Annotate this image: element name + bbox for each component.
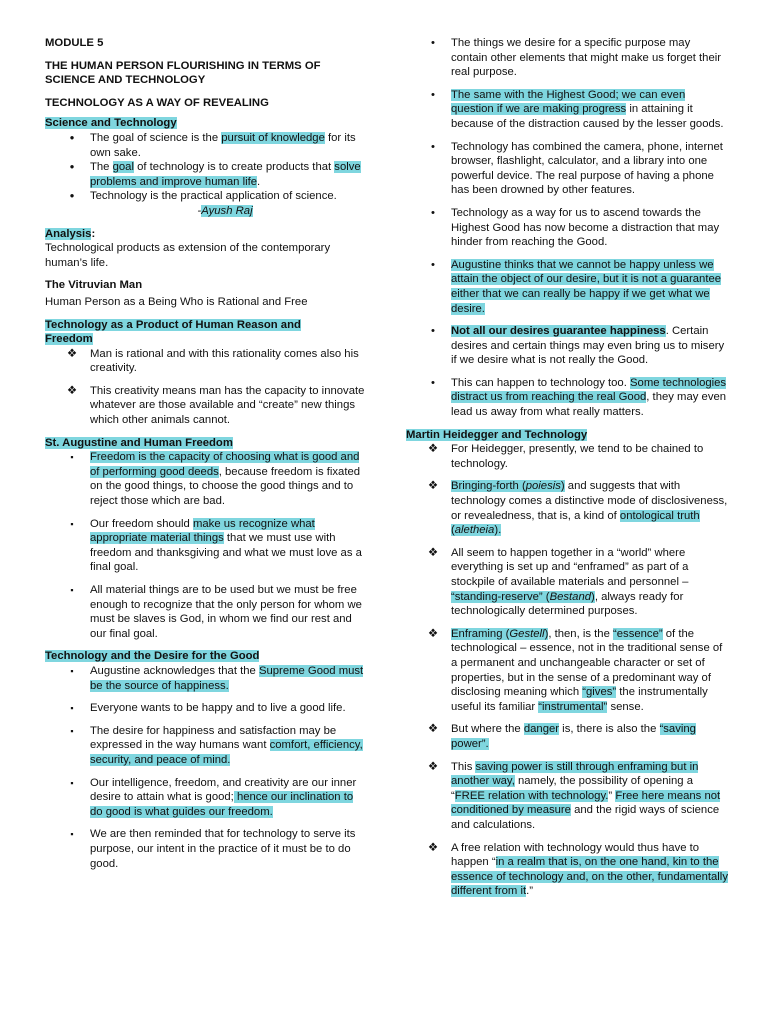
bullet-disc-icon: ● — [69, 162, 75, 172]
bullet-dot-icon: • — [431, 376, 435, 389]
list-item: • The same with the Highest Good; we can even question if we are making progress in attaining it because of the distraction caused by the lesser goods. — [451, 88, 728, 132]
bullet-diamond-icon: ❖ — [66, 384, 78, 397]
bullet-square-icon: ▪ — [70, 585, 74, 595]
left-column — [45, 36, 365, 871]
list-item: • Augustine thinks that we cannot be happy unless we attain the object of our desire, but it is not a guarantee either that we can really be happy if we get what we desire. — [451, 258, 728, 316]
list-item: ● The goal of technology is to create products that solve problems and improve human life. — [90, 160, 365, 189]
section-heading-augustine-freedom: St. Augustine and Human Freedom — [45, 436, 233, 449]
list-item: • Technology as a way for us to ascend towards the Highest Good has now become a distraction that may hinder from reaching the Good. — [451, 206, 728, 250]
section-heading-desire-good: Technology and the Desire for the Good — [45, 650, 260, 663]
bullet-square-icon: ▪ — [70, 665, 74, 676]
vitruvian-text: Human Person as a Being Who is Rational and Free — [45, 295, 308, 308]
list-item: ▪ Augustine acknowledges that the Supreme Good must be the source of happiness. — [90, 664, 365, 693]
list-item: ❖ A free relation with technology would thus have to happen “in a realm that is, on the one hand, kin to the essence of technology and, on the other, fundamentally different from it.” — [427, 841, 728, 898]
bullet-dot-icon: • — [431, 325, 435, 338]
list-item: ▪ Everyone wants to be happy and to live a good life. — [90, 701, 365, 716]
section-heading-science-technology: Science and Technology — [45, 117, 177, 130]
list-item: • Not all our desires guarantee happiness. Certain desires and certain things may even bring us to misery if we desire what is not really the Good. — [451, 324, 728, 368]
bullet-dot-icon: • — [431, 140, 435, 153]
list-item: • The things we desire for a specific purpose may contain other elements that might make us forget their real purpose. — [451, 36, 728, 80]
bullet-dot-icon: • — [431, 88, 435, 101]
bullet-dot-icon: • — [431, 37, 435, 49]
list-item: ❖ This creativity means man has the capacity to innovate whatever are those available and “create” new things which other animals cannot. — [66, 384, 365, 427]
list-item: ❖ Enframing (Gestell), then, is the “essence” of the technological – essence, not in the traditional sense of a permanent and unchangeable character or set of properties, but in the sense of a predominant way of disclosing meaning which “gives” the instrumentally useful its familiar “instrumental” sense. — [427, 627, 723, 713]
bullet-square-icon: ▪ — [70, 777, 74, 788]
bullet-square-icon: ▪ — [70, 518, 74, 529]
list-item: • This can happen to technology too. Some technologies distract us from reaching the real Good, they may even lead us away from what really matters. — [451, 376, 728, 420]
bullet-disc-icon: ● — [69, 132, 75, 142]
module-title-line-2: SCIENCE AND TECHNOLOGY — [45, 74, 206, 87]
list-item: ❖ Bringing-forth (poiesis) and suggests that with technology comes a distinctive mode of disclosiveness, or revealedness, that is, a kind of ontological truth (aletheia). — [427, 480, 728, 537]
bullet-diamond-icon: ❖ — [427, 480, 439, 493]
bullet-diamond-icon: ❖ — [427, 841, 439, 854]
list-item: ❖ But where the danger is, there is also the “saving power”. — [427, 723, 696, 750]
list-item: ❖ Man is rational and with this rationality comes also his creativity. — [66, 347, 359, 375]
bullet-dot-icon: • — [431, 258, 435, 271]
right-column — [406, 36, 728, 899]
list-item: ▪ Freedom is the capacity of choosing what is good and of performing good deeds, because freedom is fixated on the good things, to choose the good things and to reject those which are bad. — [90, 450, 365, 508]
bullet-diamond-icon: ❖ — [427, 723, 439, 736]
list-item: ● The goal of science is the pursuit of knowledge for its own sake. — [90, 131, 365, 160]
bullet-diamond-icon: ❖ — [427, 443, 439, 456]
section-heading-product-of-reason: Technology as a Product of Human Reason and Freedom — [45, 318, 301, 346]
bullet-dot-icon: • — [431, 206, 435, 219]
bullet-diamond-icon: ❖ — [66, 347, 78, 360]
list-item: ▪ We are then reminded that for technology to serve its purpose, our intent in the practice of it must be to do good. — [90, 827, 365, 871]
section-heading-heidegger: Martin Heidegger and Technology — [406, 428, 588, 441]
module-label: MODULE 5 — [45, 37, 104, 49]
bullet-square-icon: ▪ — [70, 452, 74, 463]
bullet-diamond-icon: ❖ — [427, 546, 439, 559]
list-item: ▪ The desire for happiness and satisfaction may be expressed in the way humans want comfort, efficiency, security, and peace of mind. — [90, 724, 365, 768]
module-subtitle: TECHNOLOGY AS A WAY OF REVEALING — [45, 96, 269, 109]
bullet-diamond-icon: ❖ — [427, 627, 439, 640]
attribution: -Ayush Raj — [197, 204, 253, 217]
list-item: ▪ All material things are to be used but we must be free enough to recognize that the only person for whom we must be slaves is God, in whom we find our rest and our final goal. — [90, 583, 365, 641]
bullet-square-icon: ▪ — [70, 725, 74, 736]
list-item: ❖ All seem to happen together in a “world” where everything is set up and “enframed” as part of a stockpile of available materials and personnel – “standing-reserve” (Bestand), always ready for technologically determined purposes. — [427, 546, 689, 618]
list-item: ❖ This saving power is still through enframing but in another way, namely, the possibility of opening a “FREE relation with technology.” Free here means not conditioned by measure and the rigid ways of science and calculations. — [427, 760, 721, 831]
module-title-line-1: THE HUMAN PERSON FLOURISHING IN TERMS OF — [45, 59, 321, 72]
list-item: ▪ Our freedom should make us recognize what appropriate material things that we must use with freedom and thanksgiving and what we must love as a final goal. — [90, 517, 365, 575]
list-item: • Technology has combined the camera, phone, internet browser, flashlight, calculator, and a library into one powerful device. The real purpose of having a phone has been drowned by other features. — [451, 140, 728, 198]
list-item: ▪ Our intelligence, freedom, and creativity are our inner desire to attain what is good; hence our inclination to do good is what guides our freedom. — [90, 776, 365, 820]
bullet-diamond-icon: ❖ — [427, 760, 439, 773]
section-heading-analysis: Analysis: — [45, 227, 96, 240]
analysis-text: Technological products as extension of the contemporary human’s life. — [45, 242, 331, 269]
list-item: ❖ For Heidegger, presently, we tend to be chained to technology. — [427, 443, 704, 470]
bullet-square-icon: ▪ — [70, 703, 74, 714]
list-item: ● Technology is the practical application of science. — [90, 189, 365, 204]
bullet-square-icon: ▪ — [70, 829, 74, 840]
bullet-disc-icon: ● — [69, 191, 75, 201]
section-heading-vitruvian: The Vitruvian Man — [45, 279, 143, 292]
